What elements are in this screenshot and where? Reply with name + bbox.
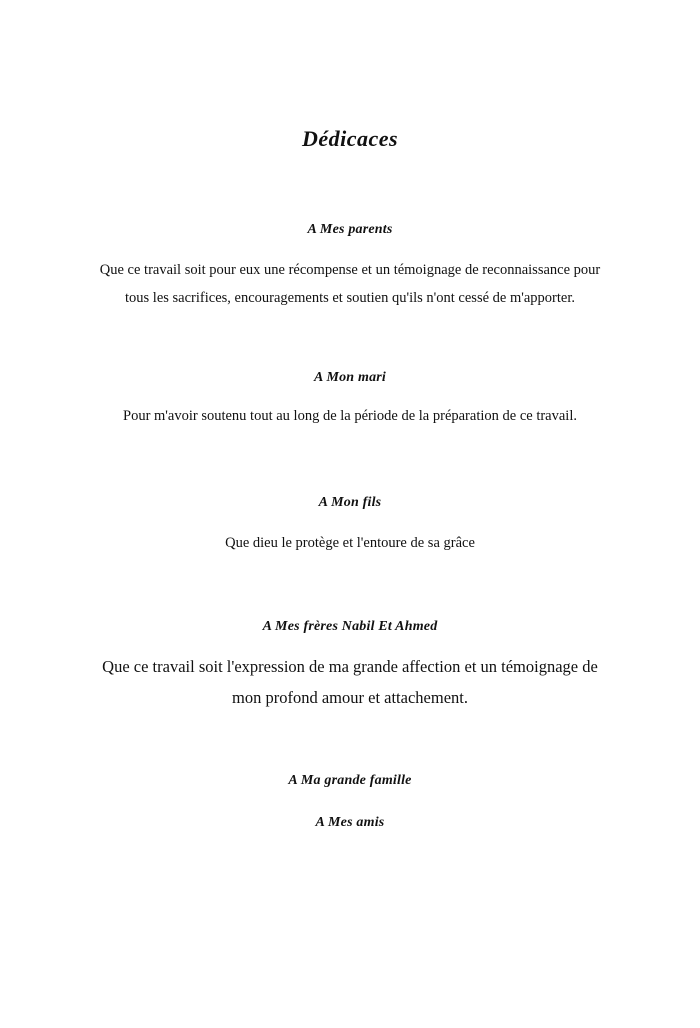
- dedication-text-brothers-line-2: mon profond amour et attachement.: [232, 688, 468, 707]
- dedication-heading-son: A Mon fils: [318, 495, 382, 510]
- dedication-heading-husband: A Mon mari: [313, 370, 387, 385]
- dedication-text-parents-line-1: Que ce travail soit pour eux une récompense et un témoignage de reconnaissance pour: [99, 262, 601, 278]
- dedication-text-brothers-line-1: Que ce travail soit l'expression de ma grande affection et un témoignage de: [102, 657, 598, 676]
- dedication-heading-family: A Ma grande famille: [288, 773, 412, 788]
- dedication-heading-brothers: A Mes frères Nabil Et Ahmed: [262, 619, 438, 634]
- page-title: Dédicaces: [301, 126, 399, 151]
- dedication-heading-friends: A Mes amis: [315, 815, 385, 830]
- dedication-text-parents-line-2: tous les sacrifices, encouragements et soutien qu'ils n'ont cessé de m'apporter.: [125, 290, 575, 306]
- dedication-heading-parents: A Mes parents: [307, 222, 393, 237]
- dedication-text-son: Que dieu le protège et l'entoure de sa grâce: [225, 535, 475, 551]
- dedication-text-husband: Pour m'avoir soutenu tout au long de la période de la préparation de ce travail.: [123, 408, 577, 424]
